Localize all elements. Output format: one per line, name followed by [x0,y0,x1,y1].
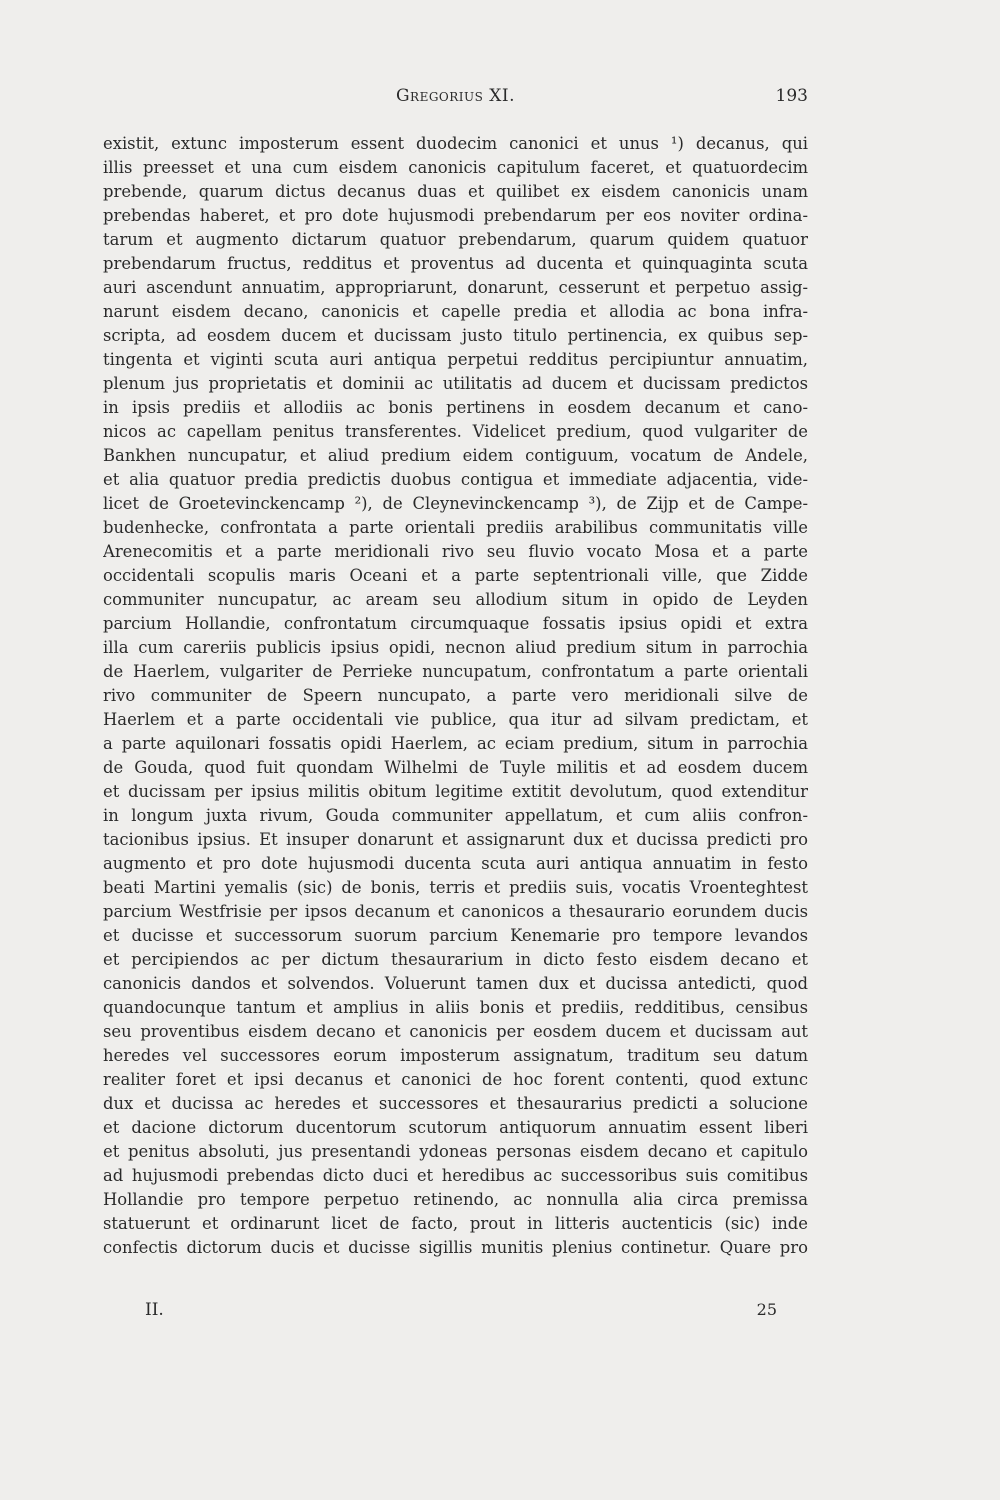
text-line: heredes vel successores eorum imposterum assignatum, traditum seu datum [103,1046,808,1065]
text-line: canonicis dandos et solvendos. Voluerunt tamen dux et ducissa antedicti, quod [103,974,808,993]
text-line: prebende, quarum dictus decanus duas et quilibet ex eisdem canonicis unam [103,182,808,201]
text-line: in ipsis prediis et allodiis ac bonis pertinens in eosdem decanum et cano- [103,398,808,417]
text-line: Bankhen nuncupatur, et aliud predium eidem contiguum, vocatum de Andele, [103,446,808,465]
text-line: nicos ac capellam penitus transferentes. Videlicet predium, quod vulgariter de [103,422,808,441]
text-line: communiter nuncupatur, ac aream seu allodium situm in opido de Leyden [103,590,808,609]
text-line: illa cum careriis publicis ipsius opidi, necnon aliud predium situm in parrochia [103,638,808,657]
page-footer [145,1300,777,1324]
running-title: Gregorius XI. [395,86,516,106]
text-line: dux et ducissa ac heredes et successores et thesaurarius predicti a solucione [103,1094,808,1113]
text-line: narunt eisdem decano, canonicis et capelle predia et allodia ac bona infra- [103,302,808,321]
text-line: scripta, ad eosdem ducem et ducissam justo titulo pertinencia, ex quibus sep- [103,326,808,345]
text-line: rivo communiter de Speern nuncupato, a parte vero meridionali silve de [103,686,808,705]
sheet-number: 25 [756,1300,777,1319]
page-number: 193 [775,86,808,106]
text-line: occidentali scopulis maris Oceani et a parte septentrionali ville, que Zidde [103,566,808,585]
text-line: budenhecke, confrontata a parte orientali prediis arabilibus communitatis ville [103,518,808,537]
text-line: et penitus absoluti, jus presentandi ydoneas personas eisdem decano et capitulo [103,1142,808,1161]
text-line: seu proventibus eisdem decano et canonicis per eosdem ducem et ducissam aut [103,1022,808,1041]
text-line: Arenecomitis et a parte meridionali rivo seu fluvio vocato Mosa et a parte [103,542,808,561]
text-line: augmento et pro dote hujusmodi ducenta scuta auri antiqua annuatim in festo [103,854,808,873]
text-line: in longum juxta rivum, Gouda communiter appellatum, et cum aliis confron- [103,806,808,825]
text-line: Haerlem et a parte occidentali vie publice, qua itur ad silvam predictam, et [103,710,808,729]
text-line: existit, extunc imposterum essent duodecim canonici et unus ¹) decanus, qui [103,134,808,153]
page-header [103,86,808,112]
body-text [103,132,808,1260]
text-line: Hollandie pro tempore perpetuo retinendo, ac nonnulla alia circa premissa [103,1190,808,1209]
text-line: statuerunt et ordinarunt licet de facto, prout in litteris auctenticis (sic) inde [103,1214,808,1233]
text-line: et ducissam per ipsius militis obitum legitime extitit devolutum, quod extenditur [103,782,808,801]
text-line: et alia quatuor predia predictis duobus contigua et immediate adjacentia, vide- [103,470,808,489]
text-line: plenum jus proprietatis et dominii ac utilitatis ad ducem et ducissam predictos [103,374,808,393]
text-line: et dacione dictorum ducentorum scutorum antiquorum annuatim essent liberi [103,1118,808,1137]
text-line: de Gouda, quod fuit quondam Wilhelmi de Tuyle militis et ad eosdem ducem [103,758,808,777]
text-line: beati Martini yemalis (sic) de bonis, terris et prediis suis, vocatis Vroenteghtest [103,878,808,897]
text-line: tacionibus ipsius. Et insuper donarunt et assignarunt dux et ducissa predicti pro [103,830,808,849]
text-line: confectis dictorum ducis et ducisse sigillis munitis plenius continetur. Quare pro [103,1238,808,1257]
text-line: parcium Hollandie, confrontatum circumquaque fossatis ipsius opidi et extra [103,614,808,633]
signature-mark: II. [145,1300,164,1320]
text-line: tingenta et viginti scuta auri antiqua perpetui redditus percipiuntur annuatim, [103,350,808,369]
text-line: licet de Groetevinckencamp ²), de Cleynevinckencamp ³), de Zijp et de Campe- [103,494,808,513]
text-line: et percipiendos ac per dictum thesaurarium in dicto festo eisdem decano et [103,950,808,969]
text-line: et ducisse et successorum suorum parcium Kenemarie pro tempore levandos [103,926,808,945]
text-line: parcium Westfrisie per ipsos decanum et canonicos a thesaurario eorundem ducis [103,902,808,921]
text-line: de Haerlem, vulgariter de Perrieke nuncupatum, confrontatum a parte orientali [103,662,808,681]
text-line: prebendas haberet, et pro dote hujusmodi prebendarum per eos noviter ordina- [103,206,808,225]
text-line: a parte aquilonari fossatis opidi Haerlem, ac eciam predium, situm in parrochia [103,734,808,753]
text-line: illis preesset et una cum eisdem canonicis capitulum faceret, et quatuordecim [103,158,808,177]
text-line: auri ascendunt annuatim, appropriarunt, donarunt, cesserunt et perpetuo assig- [103,278,808,297]
text-line: ad hujusmodi prebendas dicto duci et heredibus ac successoribus suis comitibus [103,1166,808,1185]
text-line: quandocunque tantum et amplius in aliis bonis et prediis, redditibus, censibus [103,998,808,1017]
text-line: realiter foret et ipsi decanus et canonici de hoc forent contenti, quod extunc [103,1070,808,1089]
text-line: tarum et augmento dictarum quatuor prebendarum, quarum quidem quatuor [103,230,808,249]
text-line: prebendarum fructus, redditus et proventus ad ducenta et quinquaginta scuta [103,254,808,273]
